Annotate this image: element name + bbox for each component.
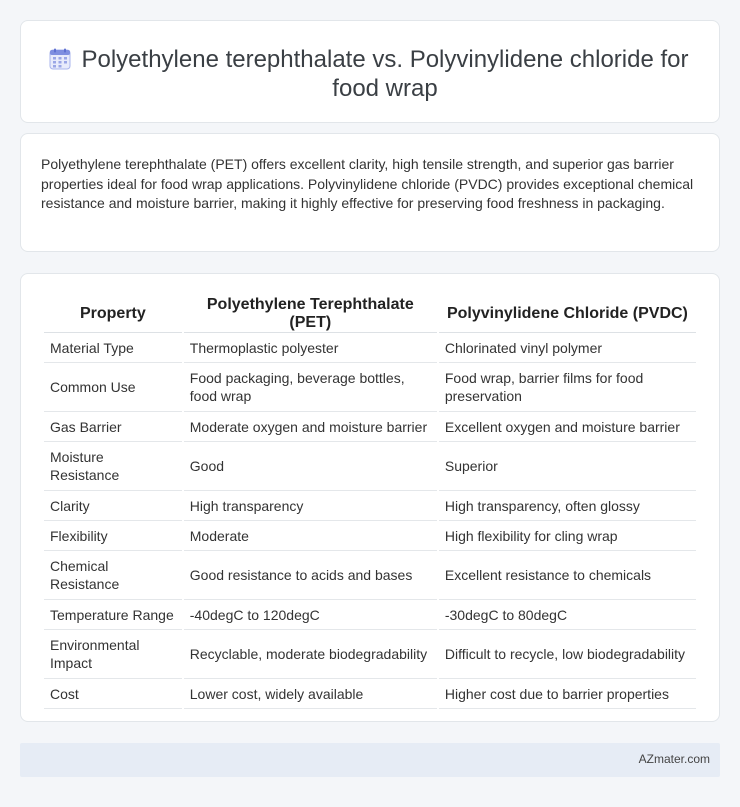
cell-pet: Moderate oxygen and moisture barrier <box>184 412 437 442</box>
table-row <box>44 600 696 630</box>
cell-property: Environmental Impact <box>44 630 182 679</box>
table-row <box>44 363 696 412</box>
cell-pvdc: High flexibility for cling wrap <box>439 521 696 551</box>
summary-card <box>20 133 720 252</box>
cell-property: Flexibility <box>44 521 182 551</box>
cell-property: Clarity <box>44 491 182 521</box>
cell-property: Cost <box>44 679 182 709</box>
cell-pvdc: High transparency, often glossy <box>439 491 696 521</box>
cell-pvdc: Superior <box>439 442 696 491</box>
cell-pet: Good resistance to acids and bases <box>184 551 437 600</box>
cell-pvdc: -30degC to 80degC <box>439 600 696 630</box>
cell-pet: Thermoplastic polyester <box>184 333 437 363</box>
cell-pet: Good <box>184 442 437 491</box>
table-header-row <box>44 294 696 333</box>
table-row <box>44 442 696 491</box>
cell-property: Moisture Resistance <box>44 442 182 491</box>
table-row <box>44 630 696 679</box>
header-pet: Polyethylene Terephthalate (PET) <box>184 294 437 333</box>
cell-pet: Lower cost, widely available <box>184 679 437 709</box>
footer-brand[interactable]: AZmater.com <box>638 752 710 766</box>
cell-pvdc: Difficult to recycle, low biodegradability <box>439 630 696 679</box>
cell-pet: Food packaging, beverage bottles, food wrap <box>184 363 437 412</box>
header-property: Property <box>44 294 182 333</box>
table-row <box>44 412 696 442</box>
cell-property: Material Type <box>44 333 182 363</box>
cell-pet: -40degC to 120degC <box>184 600 437 630</box>
table-row <box>44 333 696 363</box>
cell-property: Temperature Range <box>44 600 182 630</box>
cell-pet: Moderate <box>184 521 437 551</box>
cell-property: Chemical Resistance <box>44 551 182 600</box>
cell-pvdc: Food wrap, barrier films for food preservation <box>439 363 696 412</box>
summary-text: Polyethylene terephthalate (PET) offers excellent clarity, high tensile strength, and superior gas barrier properties ideal for food wrap applications. Polyvinylidene chloride (PVDC) provides exceptional chemical resistance and moisture barrier, making it highly effective for preserving food freshness in packaging. <box>41 156 694 211</box>
comparison-card <box>20 273 720 722</box>
cell-pvdc: Excellent resistance to chemicals <box>439 551 696 600</box>
footer-bar <box>20 743 720 777</box>
cell-property: Common Use <box>44 363 182 412</box>
table-row <box>44 491 696 521</box>
cell-property: Gas Barrier <box>44 412 182 442</box>
cell-pvdc: Higher cost due to barrier properties <box>439 679 696 709</box>
table-row <box>44 521 696 551</box>
header-pvdc: Polyvinylidene Chloride (PVDC) <box>439 294 696 333</box>
cell-pvdc: Chlorinated vinyl polymer <box>439 333 696 363</box>
table-row <box>44 551 696 600</box>
cell-pet: Recyclable, moderate biodegradability <box>184 630 437 679</box>
title-card <box>20 20 720 123</box>
page-title: Polyethylene terephthalate vs. Polyvinylidene chloride for food wrap <box>81 46 689 102</box>
cell-pet: High transparency <box>184 491 437 521</box>
table-row <box>44 679 696 709</box>
cell-pvdc: Excellent oxygen and moisture barrier <box>439 412 696 442</box>
comparison-table <box>42 294 698 709</box>
